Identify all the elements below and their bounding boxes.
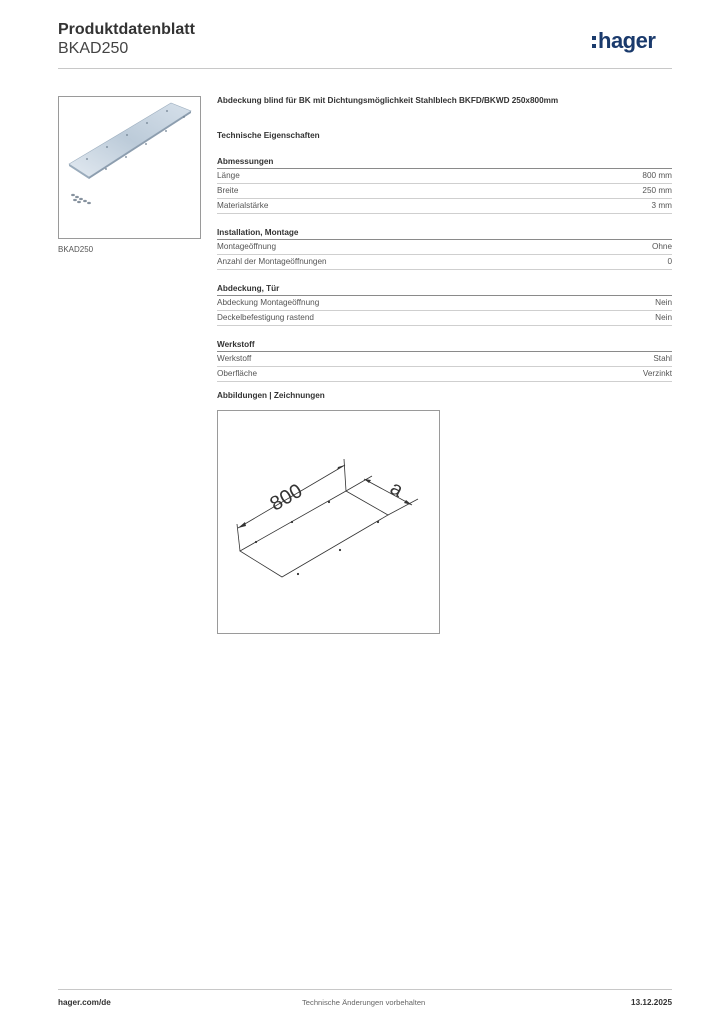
product-description: Abdeckung blind für BK mit Dichtungsmöglichkeit Stahlblech BKFD/BKWD 250x800mm <box>217 96 559 105</box>
spec-group-installation <box>217 227 672 270</box>
spec-group-title: Abdeckung, Tür <box>217 283 672 296</box>
spec-label: Breite <box>217 186 239 195</box>
footer-divider <box>58 989 672 990</box>
footer-notice: Technische Änderungen vorbehalten <box>302 998 426 1007</box>
dimension-length-label: 800 <box>266 479 307 516</box>
dimension-width-label: a <box>386 476 407 502</box>
dimension-drawing <box>218 411 439 633</box>
page-title: Produktdatenblatt <box>58 21 195 38</box>
spec-value: 0 <box>667 257 672 266</box>
spec-label: Deckelbefestigung rastend <box>217 313 314 322</box>
spec-row <box>217 199 672 214</box>
spec-row <box>217 184 672 199</box>
logo-dot-bottom <box>592 44 596 48</box>
spec-table <box>217 156 672 395</box>
spec-group-title: Installation, Montage <box>217 227 672 240</box>
logo-text: hager <box>598 28 656 53</box>
header-divider <box>58 68 672 69</box>
plate-outline <box>240 491 388 577</box>
spec-group-dimensions <box>217 156 672 214</box>
spec-row <box>217 255 672 270</box>
spec-value: 800 mm <box>642 171 672 180</box>
hager-logo <box>590 26 676 56</box>
spec-value: 3 mm <box>651 201 672 210</box>
spec-row <box>217 311 672 326</box>
spec-label: Abdeckung Montageöffnung <box>217 298 320 307</box>
spec-row <box>217 352 672 367</box>
spec-value: Stahl <box>653 354 672 363</box>
spec-group-title: Abmessungen <box>217 156 672 169</box>
spec-value: Nein <box>655 298 672 307</box>
spec-row <box>217 296 672 311</box>
spec-row <box>217 169 672 184</box>
spec-value: Ohne <box>651 242 672 251</box>
spec-group-material <box>217 339 672 382</box>
spec-value: Nein <box>655 313 672 322</box>
drawings-heading: Abbildungen | Zeichnungen <box>217 391 325 400</box>
spec-row <box>217 367 672 382</box>
footer-website: hager.com/de <box>58 998 111 1007</box>
spec-label: Oberfläche <box>217 369 258 378</box>
tech-properties-heading: Technische Eigenschaften <box>217 131 320 140</box>
spec-label: Materialstärke <box>217 201 269 210</box>
spec-label: Werkstoff <box>217 354 252 363</box>
product-image <box>58 96 201 239</box>
logo-dot-top <box>592 36 596 40</box>
spec-value: Verzinkt <box>642 369 672 378</box>
spec-label: Montageöffnung <box>217 242 277 251</box>
steel-cover-plate-image <box>59 97 200 238</box>
spec-label: Länge <box>217 171 240 180</box>
technical-drawing <box>217 410 440 634</box>
spec-value: 250 mm <box>642 186 672 195</box>
spec-group-title: Werkstoff <box>217 339 672 352</box>
spec-label: Anzahl der Montageöffnungen <box>217 257 327 266</box>
footer-date: 13.12.2025 <box>631 998 672 1007</box>
product-code: BKAD250 <box>58 40 129 57</box>
image-caption: BKAD250 <box>58 245 94 254</box>
spec-row <box>217 240 672 255</box>
spec-group-cover-door <box>217 283 672 326</box>
